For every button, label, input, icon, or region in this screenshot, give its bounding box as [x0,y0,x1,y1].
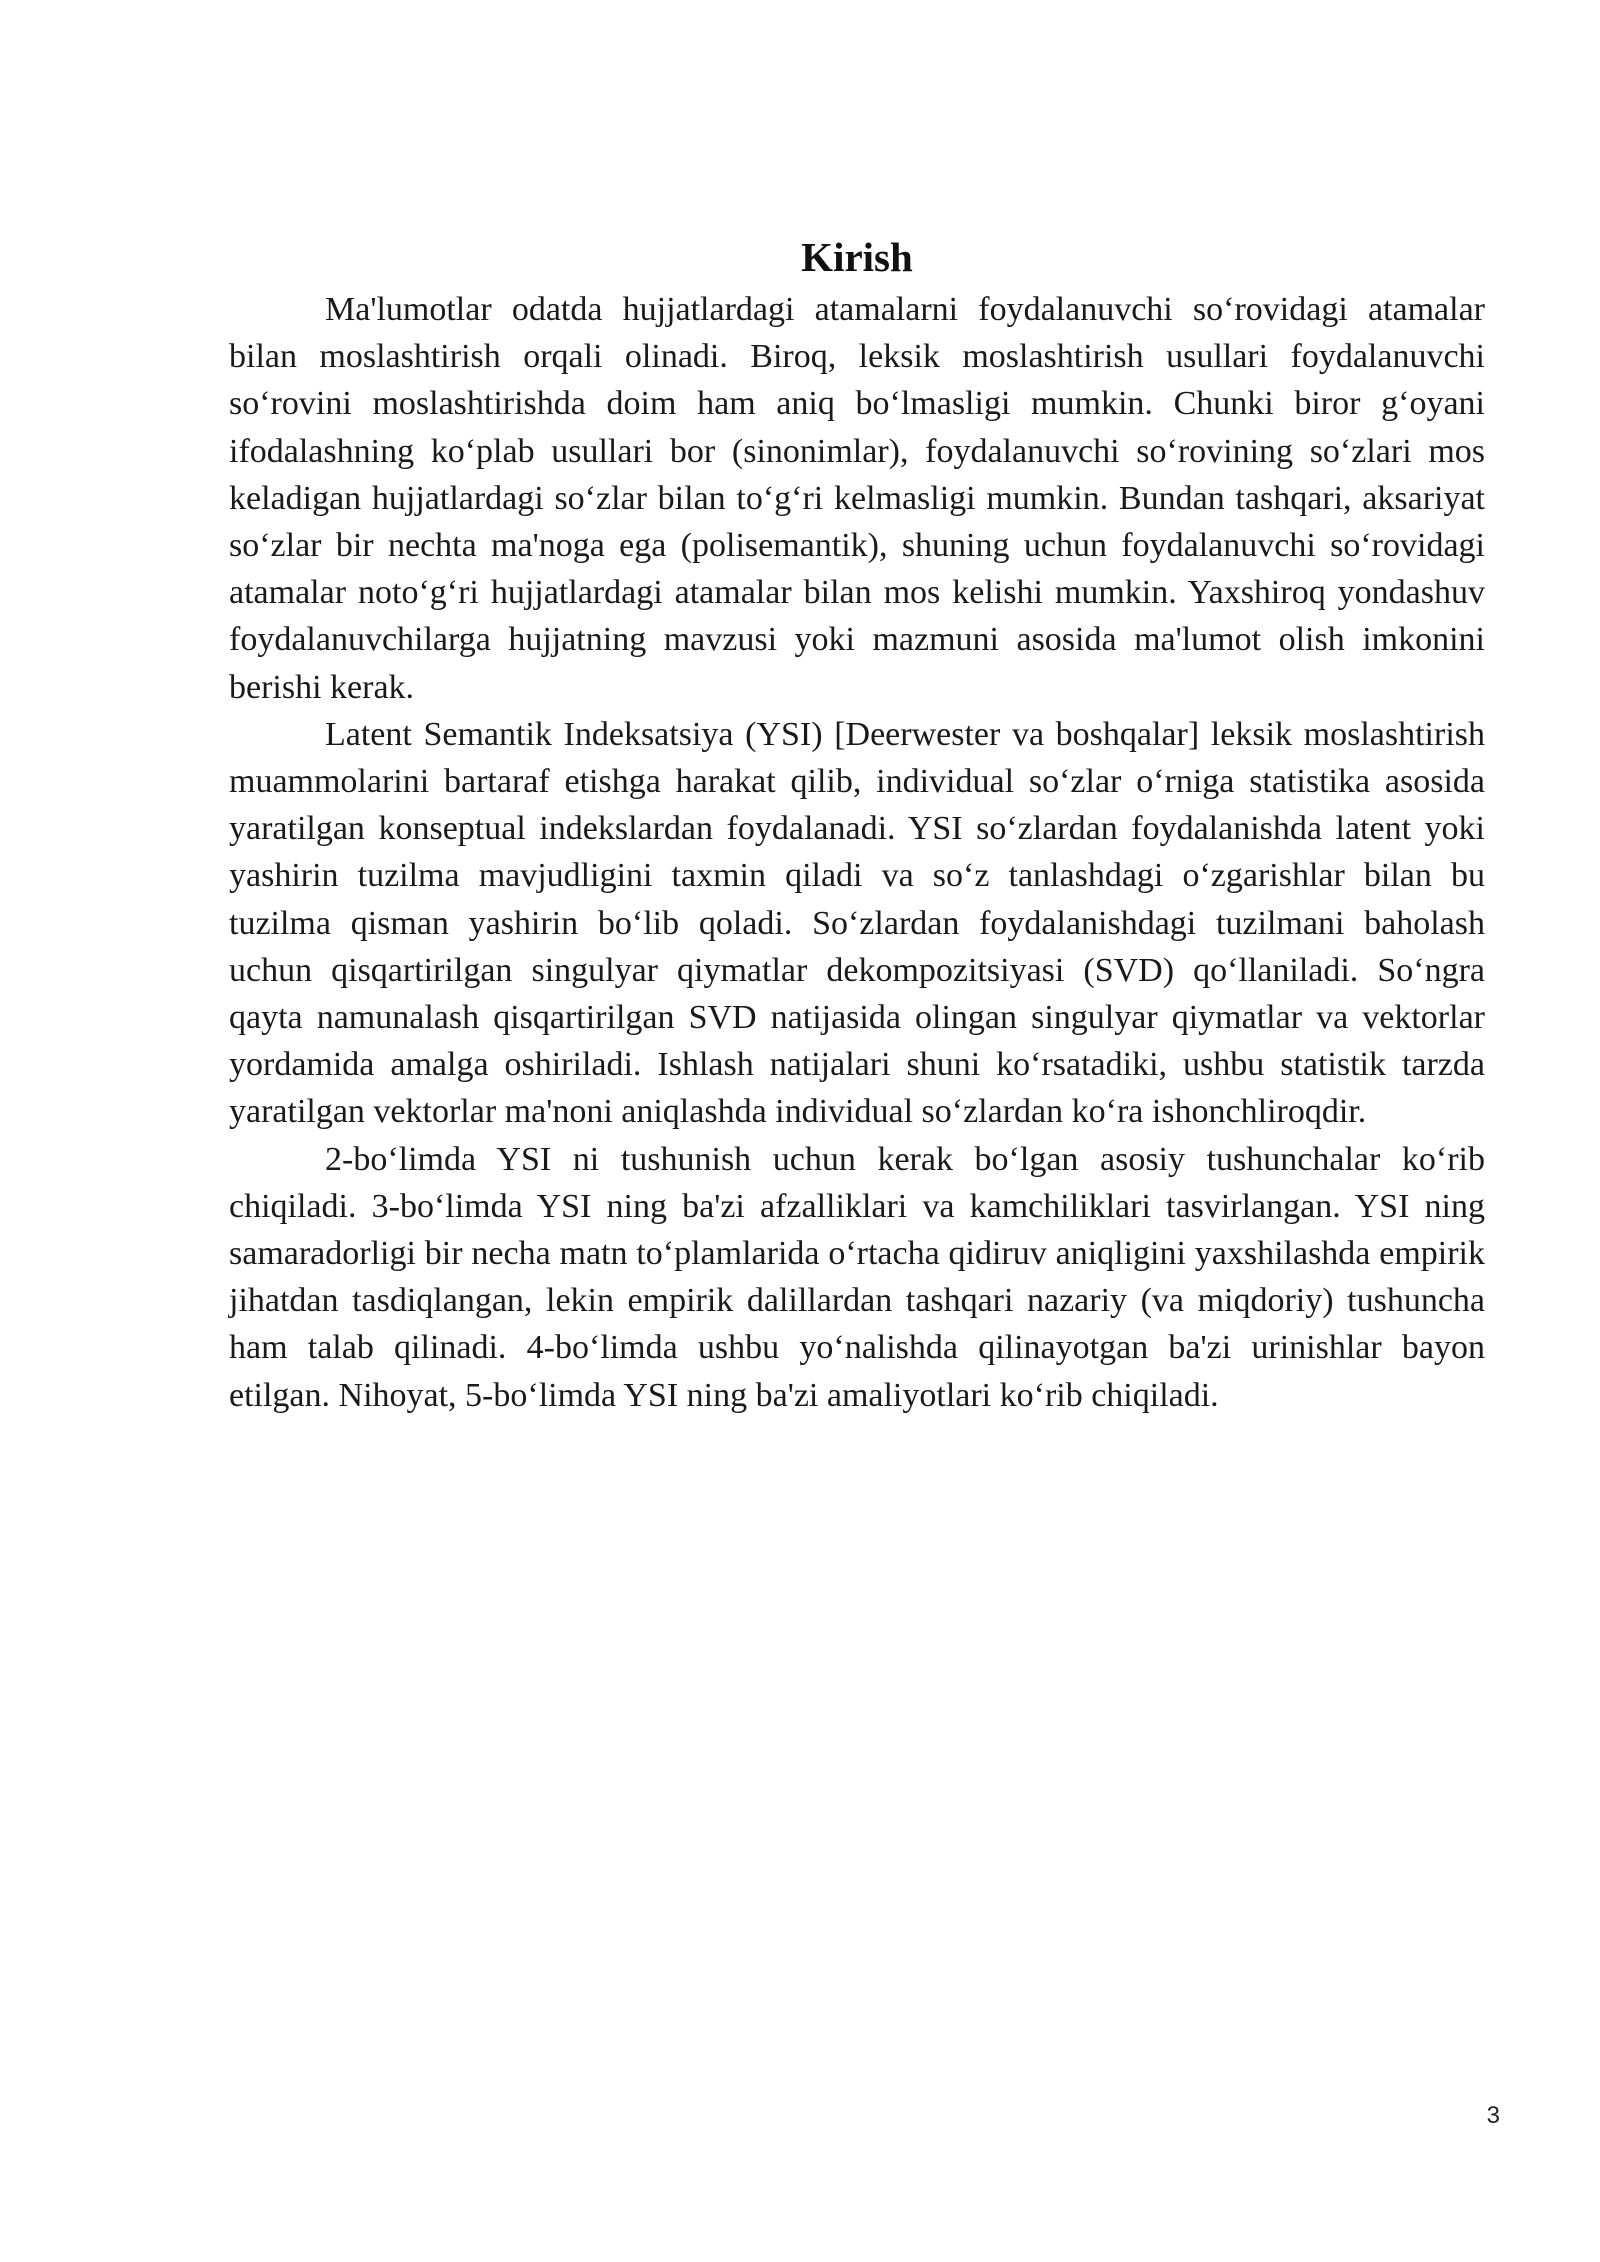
page-number: 3 [1486,2102,1500,2129]
section-title: Kirish [801,234,913,280]
page-content [229,228,1485,1419]
paragraph-outline: 2-bo‘limda YSI ni tushunish uchun kerak bo‘lgan asosiy tushunchalar ko‘rib chiqiladi. 3-bo‘limda YSI ning ba'zi afzalliklari va kamchiliklari tasvirlangan. YSI ning samaradorligi bir necha matn to‘plamlarida o‘rtacha qidiruv aniqligini yaxshilashda empirik jihatdan tasdiqlangan, lekin empirik dalillardan tashqari nazariy (va miqdoriy) tushuncha ham talab qilinadi. 4-bo‘limda ushbu yo‘nalishda qilinayotgan ba'zi urinishlar bayon etilgan. Nihoyat, 5-bo‘limda YSI ning ba'zi amaliyotlari ko‘rib chiqiladi. [229,1140,1485,1414]
paragraph-intro: Ma'lumotlar odatda hujjatlardagi atamalarni foydalanuvchi so‘rovidagi atamalar bilan moslashtirish orqali olinadi. Biroq, leksik moslashtirish usullari foydalanuvchi so‘rovini moslashtirishda doim ham aniq bo‘lmasligi mumkin. Chunki biror g‘oyani ifodalashning ko‘plab usullari bor (sinonimlar), foydalanuvchi so‘rovining so‘zlari mos keladigan hujjatlardagi so‘zlar bilan to‘g‘ri kelmasligi mumkin. Bundan tashqari, aksariyat so‘zlar bir nechta ma'noga ega (polisemantik), shuning uchun foydalanuvchi so‘rovidagi atamalar noto‘g‘ri hujjatlardagi atamalar bilan mos kelishi mumkin. Yaxshiroq yondashuv foydalanuvchilarga hujjatning mavzusi yoki mazmuni asosida ma'lumot olish imkonini berishi kerak. [229,291,1485,706]
paragraph-lsi: Latent Semantik Indeksatsiya (YSI) [Deerwester va boshqalar] leksik moslashtirish muammolarini bartaraf etishga harakat qilib, individual so‘zlar o‘rniga statistika asosida yaratilgan konseptual indekslardan foydalanadi. YSI so‘zlardan foydalanishda latent yoki yashirin tuzilma mavjudligini taxmin qiladi va so‘z tanlashdagi o‘zgarishlar bilan bu tuzilma qisman yashirin bo‘lib qoladi. So‘zlardan foydalanishdagi tuzilmani baholash uchun qisqartirilgan singulyar qiymatlar dekompozitsiyasi (SVD) qo‘llaniladi. So‘ngra qayta namunalash qisqartirilgan SVD natijasida olingan singulyar qiymatlar va vektorlar yordamida amalga oshiriladi. Ishlash natijalari shuni ko‘rsatadiki, ushbu statistik tarzda yaratilgan vektorlar ma'noni aniqlashda individual so‘zlardan ko‘ra ishonchliroqdir. [229,715,1485,1131]
